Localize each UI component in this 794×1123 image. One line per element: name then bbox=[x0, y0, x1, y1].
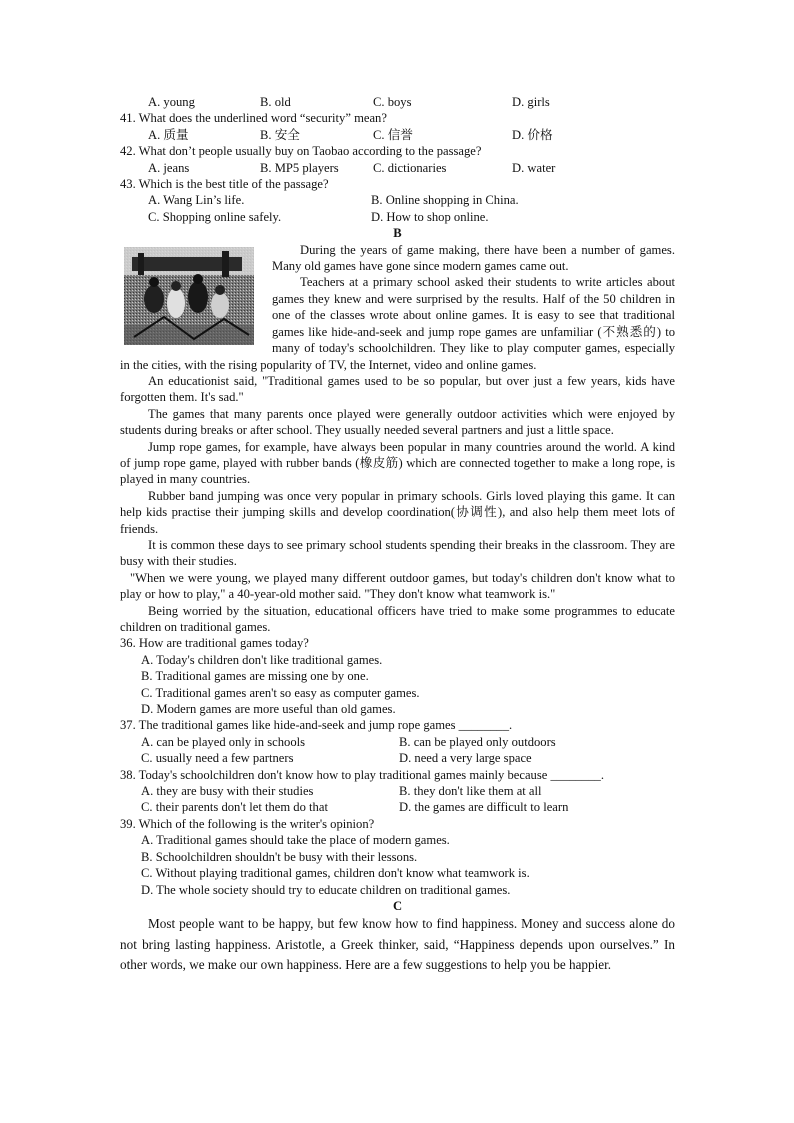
q39-option-d[interactable]: D. The whole society should try to educate children on traditional games. bbox=[141, 882, 511, 897]
q36-option-a[interactable]: A. Today's children don't like traditional games. bbox=[141, 652, 383, 667]
q41-options bbox=[120, 127, 675, 143]
section-b-passage bbox=[120, 242, 675, 636]
q36-stem: 36. How are traditional games today? bbox=[120, 636, 309, 651]
b-paragraph-4: The games that many parents once played were generally outdoor activities which were enjoyed by students during breaks or after school. They usually needed several partners and just a little space. bbox=[120, 406, 675, 438]
q41-option-c[interactable]: C. 信誉 bbox=[373, 127, 413, 142]
q40-option-b[interactable]: B. old bbox=[260, 95, 291, 109]
q39-option-a[interactable]: A. Traditional games should take the place of modern games. bbox=[141, 833, 450, 848]
section-b-heading: B bbox=[393, 226, 402, 241]
q42-options bbox=[120, 160, 675, 176]
q37-option-c[interactable]: C. usually need a few partners bbox=[141, 751, 294, 766]
q42-option-b[interactable]: B. MP5 players bbox=[260, 160, 339, 175]
b-paragraph-3: An educationist said, "Traditional games used to be so popular, but over just a few years, kids have forgotten them. It's sad." bbox=[120, 373, 675, 405]
q38-option-c[interactable]: C. their parents don't let them do that bbox=[141, 800, 328, 815]
q42-stem: 42. What don’t people usually buy on Taobao according to the passage? bbox=[120, 144, 482, 159]
q38-option-d[interactable]: D. the games are difficult to learn bbox=[399, 800, 569, 815]
q36-option-c[interactable]: C. Traditional games aren't so easy as computer games. bbox=[141, 685, 420, 700]
q41-stem: 41. What does the underlined word “security” mean? bbox=[120, 111, 387, 126]
q39-option-c[interactable]: C. Without playing traditional games, children don't know what teamwork is. bbox=[141, 866, 530, 881]
q40-options bbox=[120, 94, 675, 110]
b-paragraph-2: Teachers at a primary school asked their students to write articles about games they knew and were surprised by the results. Half of the 50 children in one of the classes wrote about online games. It is easy to see that traditional games like hide-and-seek and jump rope games are unfamiliar (不熟悉的) to many of today's schoolchildren. They like to play computer games, especially in the cities, with the rising popularity of TV, the Internet, video and online games. bbox=[120, 275, 675, 372]
q39-option-b[interactable]: B. Schoolchildren shouldn't be busy with their lessons. bbox=[141, 849, 418, 864]
q37-option-a[interactable]: A. can be played only in schools bbox=[141, 734, 306, 749]
q41-option-b[interactable]: B. 安全 bbox=[260, 127, 300, 142]
section-c-passage bbox=[120, 914, 675, 975]
b-paragraph-9: Being worried by the situation, educational officers have tried to make some programmes to educate children on traditional games. bbox=[120, 603, 675, 634]
q43-option-b[interactable]: B. Online shopping in China. bbox=[371, 193, 519, 208]
q42-option-a[interactable]: A. jeans bbox=[148, 160, 190, 175]
q42-option-c[interactable]: C. dictionaries bbox=[373, 160, 447, 175]
q40-option-a[interactable]: A. young bbox=[148, 95, 195, 109]
q42-option-d[interactable]: D. water bbox=[512, 160, 556, 175]
q37-stem: 37. The traditional games like hide-and-seek and jump rope games ________. bbox=[120, 718, 513, 733]
q38-options-row2 bbox=[120, 799, 675, 815]
q36-option-d[interactable]: D. Modern games are more useful than old games. bbox=[141, 702, 396, 717]
q38-option-b[interactable]: B. they don't like them at all bbox=[399, 784, 542, 799]
b-paragraph-5: Jump rope games, for example, have always been popular in many countries around the world. A kind of jump rope game, played with rubber bands (橡皮筋) which are connected together to make a long rope, is played in many countries. bbox=[120, 439, 675, 487]
q37-options-row1 bbox=[120, 734, 675, 750]
q40-option-d[interactable]: D. girls bbox=[512, 95, 550, 109]
q37-option-b[interactable]: B. can be played only outdoors bbox=[399, 734, 556, 749]
q43-options-row2 bbox=[120, 209, 675, 225]
b-paragraph-8: "When we were young, we played many different outdoor games, but today's children don't know what to play or how to play," a 40-year-old mother said. "They don't know what teamwork is." bbox=[120, 570, 675, 602]
b-paragraph-1: During the years of game making, there have been a number of games. Many old games have gone since modern games came out. bbox=[272, 242, 675, 274]
q43-stem: 43. Which is the best title of the passage? bbox=[120, 177, 329, 192]
q36-option-b[interactable]: B. Traditional games are missing one by one. bbox=[141, 669, 369, 684]
q38-stem: 38. Today's schoolchildren don't know how to play traditional games mainly because ________. bbox=[120, 767, 604, 782]
q41-option-d[interactable]: D. 价格 bbox=[512, 127, 553, 142]
b-paragraph-7: It is common these days to see primary school students spending their breaks in the classroom. They are busy with their studies. bbox=[120, 537, 675, 569]
photo-icon bbox=[124, 247, 254, 345]
q43-option-a[interactable]: A. Wang Lin’s life. bbox=[148, 193, 245, 208]
q39-stem: 39. Which of the following is the writer's opinion? bbox=[120, 816, 375, 831]
q37-options-row2 bbox=[120, 750, 675, 766]
q43-option-c[interactable]: C. Shopping online safely. bbox=[148, 209, 282, 224]
q43-options-row1 bbox=[120, 192, 675, 208]
q38-options-row1 bbox=[120, 783, 675, 799]
section-c-heading: C bbox=[392, 898, 403, 913]
q38-option-a[interactable]: A. they are busy with their studies bbox=[141, 784, 314, 799]
b-paragraph-6: Rubber band jumping was once very popular in primary schools. Girls loved playing this game. It can help kids practise their jumping skills and develop coordination(协调性), and also help them meet lots of friends. bbox=[120, 488, 675, 536]
q37-option-d[interactable]: D. need a very large space bbox=[399, 751, 532, 766]
children-playing-photo bbox=[124, 247, 254, 345]
q41-option-a[interactable]: A. 质量 bbox=[148, 127, 189, 142]
exam-page bbox=[120, 94, 675, 975]
q40-option-c[interactable]: C. boys bbox=[373, 95, 412, 109]
c-paragraph-1: Most people want to be happy, but few know how to find happiness. Money and success alone do not bring lasting happiness. Aristotle, a Greek thinker, said, “Happiness depends upon ourselves.” In other words, we make our own happiness. Here are a few suggestions to help you be happier. bbox=[120, 916, 675, 972]
q43-option-d[interactable]: D. How to shop online. bbox=[371, 209, 489, 224]
